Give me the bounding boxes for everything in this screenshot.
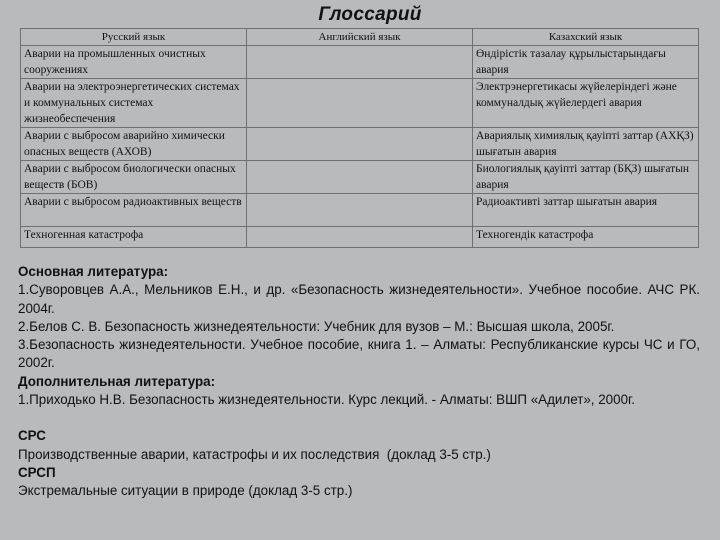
extra-literature-heading: Дополнительная литература: [18, 373, 216, 389]
table-row [21, 227, 699, 248]
srsp-heading: СРСП [18, 464, 56, 480]
table-row [21, 161, 699, 194]
cell-english [247, 227, 473, 248]
page-title: Глоссарий [318, 4, 422, 25]
cell-kazakh: Авариялық химиялық қауіпті заттар (АХҚЗ) шығатын авария [473, 128, 699, 161]
literature-section [18, 263, 700, 501]
header-kazakh: Казахский язык [473, 29, 699, 46]
main-literature-item: 2.Белов С. В. Безопасность жизнедеятельности: Учебник для вузов – М.: Высшая школа, 2005г. [18, 318, 615, 334]
table-row [21, 128, 699, 161]
table-row [21, 46, 699, 79]
cell-russian: Аварии с выбросом биологически опасных веществ (БОВ) [21, 161, 247, 194]
cell-kazakh: Биологиялық қауіпті заттар (БҚЗ) шығатын авария [473, 161, 699, 194]
table-header-row [21, 29, 699, 46]
cell-english [247, 194, 473, 227]
srsp-text: Экстремальные ситуации в природе (доклад 3-5 стр.) [18, 483, 353, 499]
main-literature-item: 3.Безопасность жизнедеятельности. Учебное пособие, книга 1. – Алматы: Республиканские курсы ЧС и ГО, 2002г. [18, 337, 700, 371]
header-english: Английский язык [247, 29, 473, 46]
cell-kazakh: Техногендік катастрофа [473, 227, 699, 248]
cell-english [247, 128, 473, 161]
cell-russian: Аварии на электроэнергетических системах и коммунальных системах жизнеобеспечения [21, 79, 247, 128]
cell-english [247, 46, 473, 79]
table-row [21, 194, 699, 227]
cell-kazakh: Өндірістік тазалау құрылыстарындағы авария [473, 46, 699, 79]
main-literature-item: 1.Суворовцев А.А., Мельников Е.Н., и др. «Безопасность жизнедеятельности». Учебное пособие. АЧС РК. 2004г. [18, 282, 700, 316]
cell-russian: Аварии с выбросом радиоактивных веществ [21, 194, 247, 227]
cell-kazakh: Радиоактивті заттар шығатын авария [473, 194, 699, 227]
cell-russian: Аварии с выбросом аварийно химически опасных веществ (АХОВ) [21, 128, 247, 161]
glossary-table [20, 28, 699, 248]
cell-russian: Техногенная катастрофа [21, 227, 247, 248]
cell-russian: Аварии на промышленных очистных сооружениях [21, 46, 247, 79]
main-literature-heading: Основная литература: [18, 264, 169, 279]
srs-text: Производственные аварии, катастрофы и их последствия (доклад 3-5 стр.) [18, 446, 491, 462]
srs-heading: СРС [18, 428, 46, 444]
cell-english [247, 161, 473, 194]
cell-kazakh: Электрэнергетикасы жүйелеріндегі және коммуналдық жүйелердегі авария [473, 79, 699, 128]
header-russian: Русский язык [21, 29, 247, 46]
table-row [21, 79, 699, 128]
extra-literature-item: 1.Приходько Н.В. Безопасность жизнедеятельности. Курс лекций. - Алматы: ВШП «Адилет», 2000г. [18, 392, 635, 408]
cell-english [247, 79, 473, 128]
